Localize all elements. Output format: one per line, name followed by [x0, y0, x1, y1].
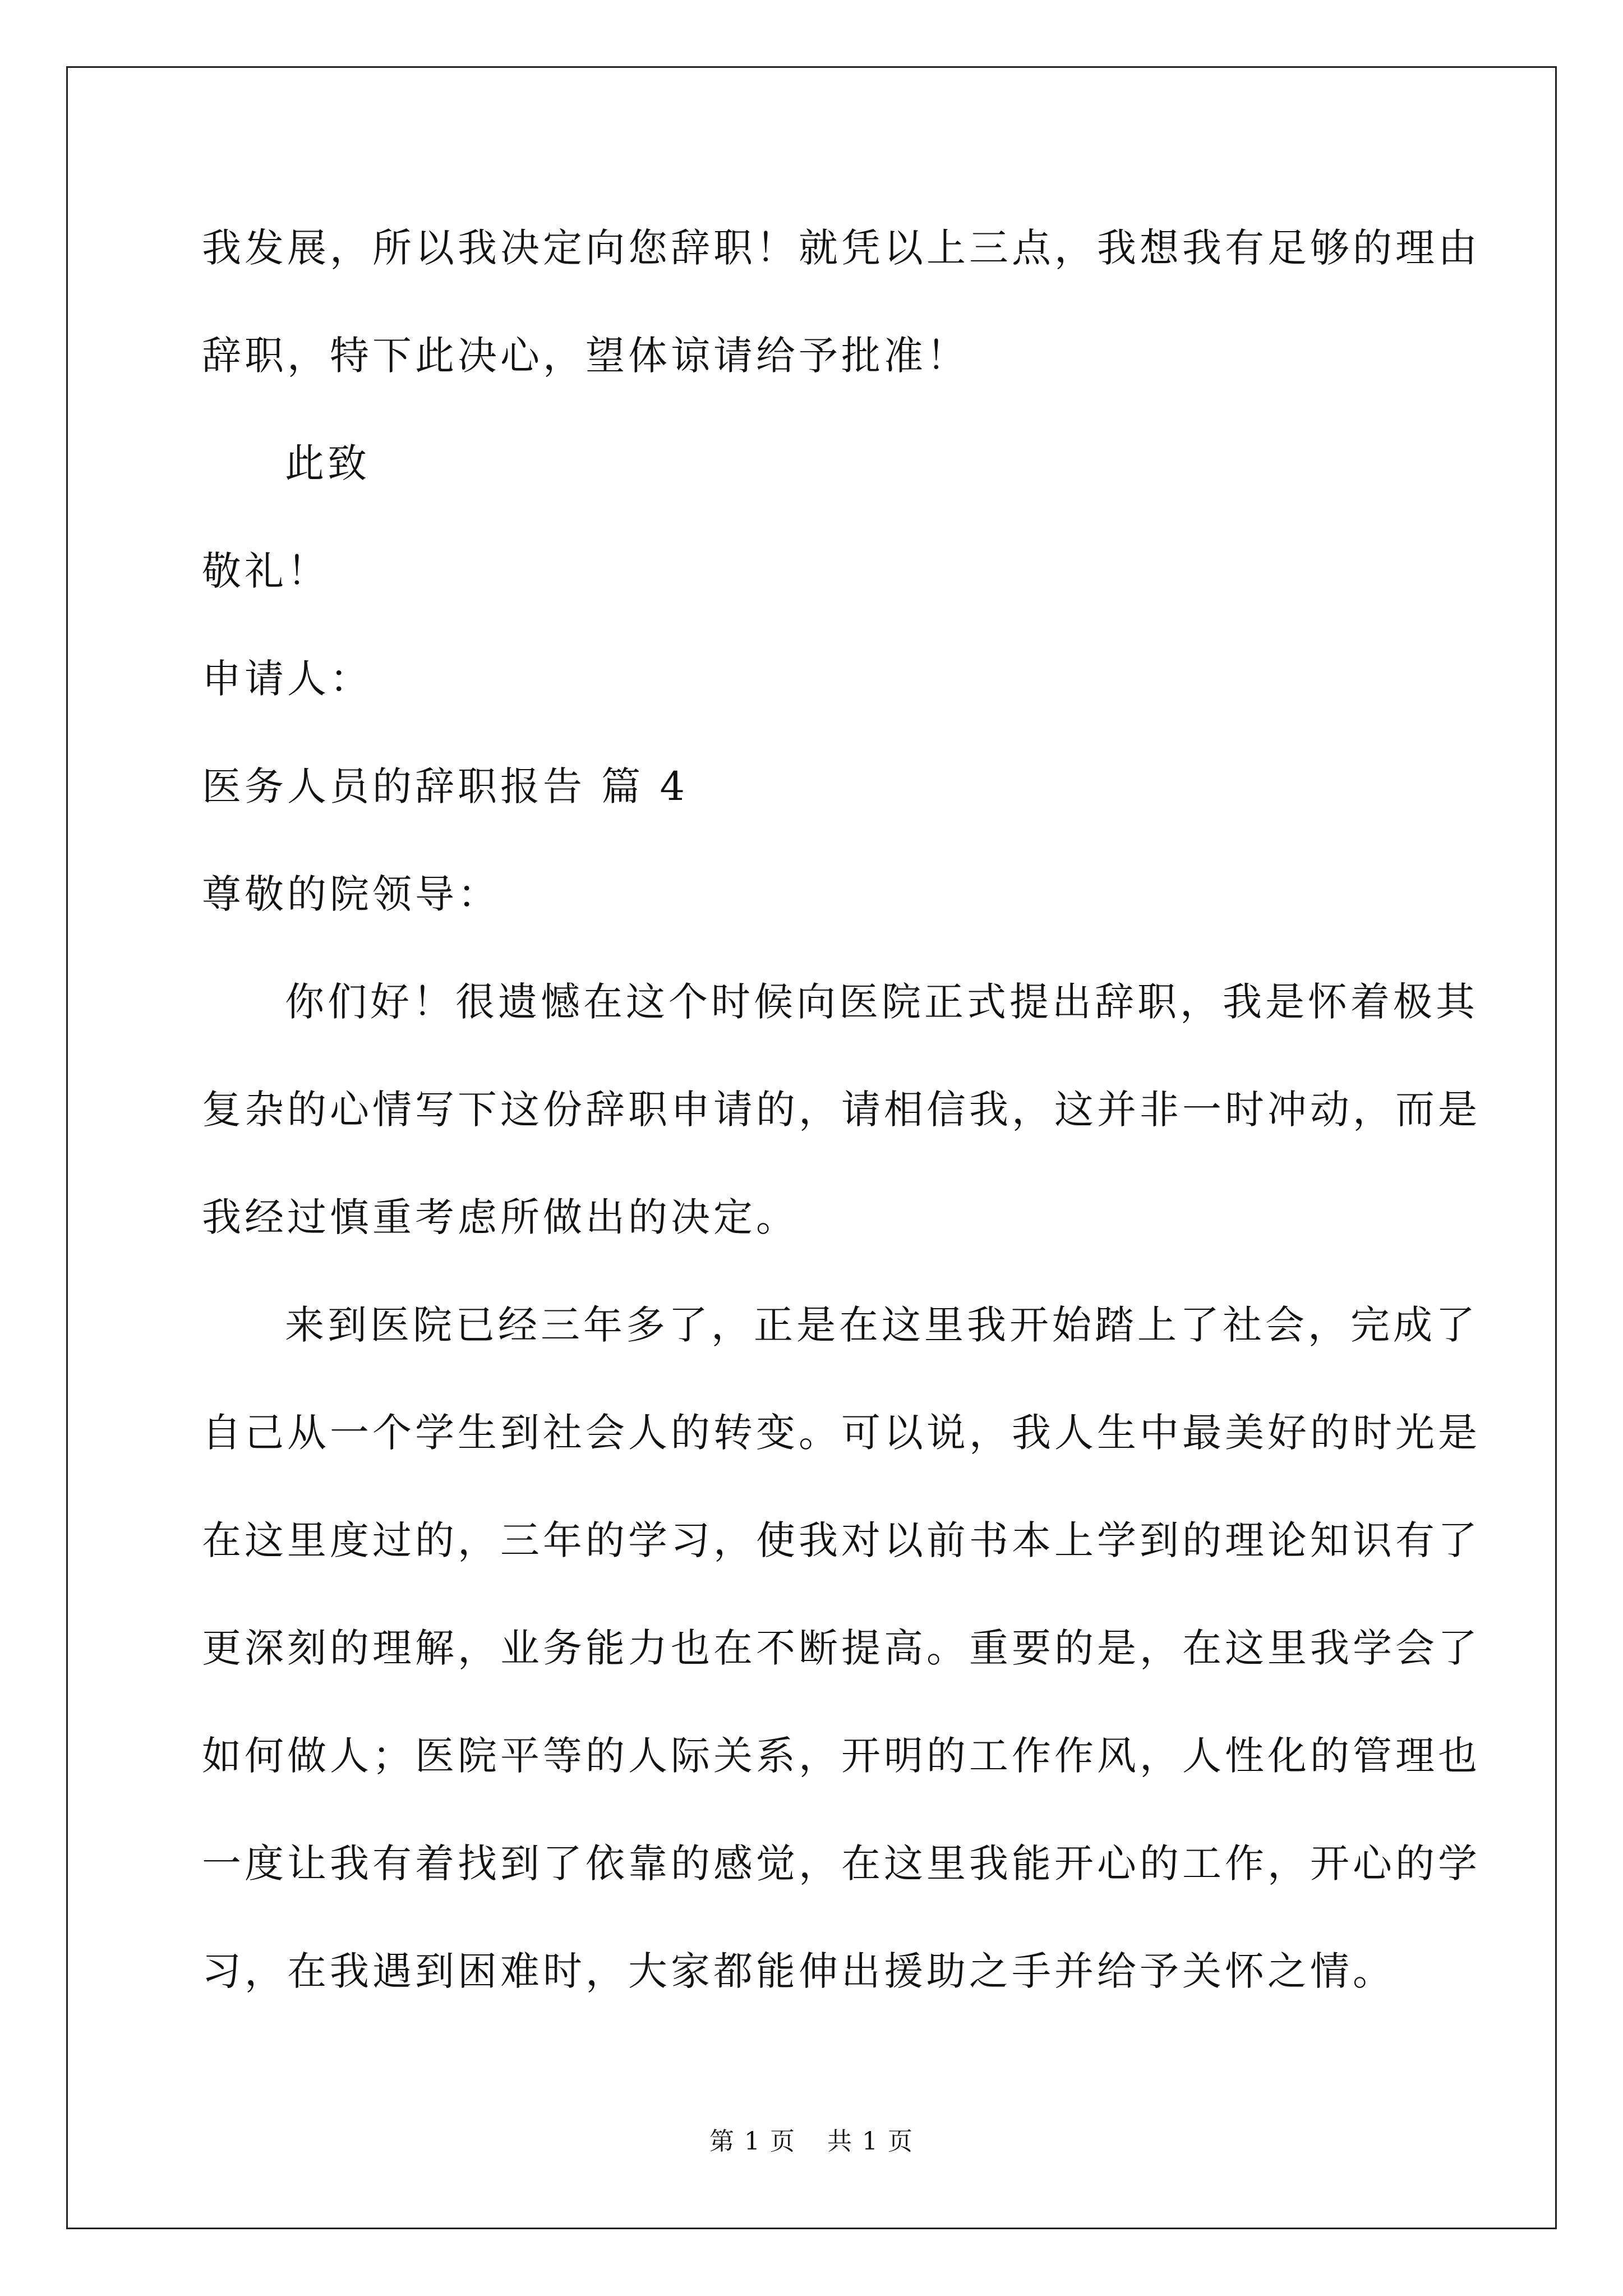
page-footer: [0, 2127, 1623, 2156]
text-line-2: 辞职，特下此决心，望体谅请给予批准！: [202, 333, 969, 379]
paragraph-1-line-1: 你们好！很遗憾在这个时候向医院正式提出辞职，我是怀着极其: [285, 979, 1478, 1025]
paragraph-2-line-6: 一度让我有着找到了依靠的感觉，在这里我能开心的工作，开心的学: [202, 1841, 1481, 1887]
paragraph-2-line-7: 习，在我遇到困难时，大家都能伸出援助之手并给予关怀之情。: [202, 1948, 1395, 1994]
closing-salutation: 此致: [285, 440, 370, 486]
page-number: 第 1 页: [709, 2127, 796, 2156]
paragraph-1-line-3: 我经过慎重考虑所做出的决定。: [202, 1194, 799, 1240]
document-body: [202, 224, 1481, 1995]
paragraph-1-line-2: 复杂的心情写下这份辞职申请的，请相信我，这并非一时冲动，而是: [202, 1087, 1481, 1133]
applicant-label: 申请人：: [202, 656, 372, 702]
paragraph-2-line-4: 更深刻的理解，业务能力也在不断提高。重要的是，在这里我学会了: [202, 1625, 1481, 1671]
closing-regards: 敬礼！: [202, 548, 330, 594]
letter-greeting: 尊敬的院领导：: [202, 871, 500, 917]
page-total: 共 1 页: [827, 2127, 914, 2156]
paragraph-2-line-5: 如何做人；医院平等的人际关系，开明的工作作风，人性化的管理也: [202, 1733, 1481, 1779]
paragraph-2-line-3: 在这里度过的，三年的学习，使我对以前书本上学到的理论知识有了: [202, 1517, 1481, 1563]
text-line-1: 我发展，所以我决定向您辞职！就凭以上三点，我想我有足够的理由: [202, 225, 1481, 271]
paragraph-2-line-1: 来到医院已经三年多了，正是在这里我开始踏上了社会，完成了: [285, 1302, 1478, 1348]
section-heading: 医务人员的辞职报告 篇 4: [202, 763, 689, 809]
paragraph-2-line-2: 自己从一个学生到社会人的转变。可以说，我人生中最美好的时光是: [202, 1410, 1481, 1456]
